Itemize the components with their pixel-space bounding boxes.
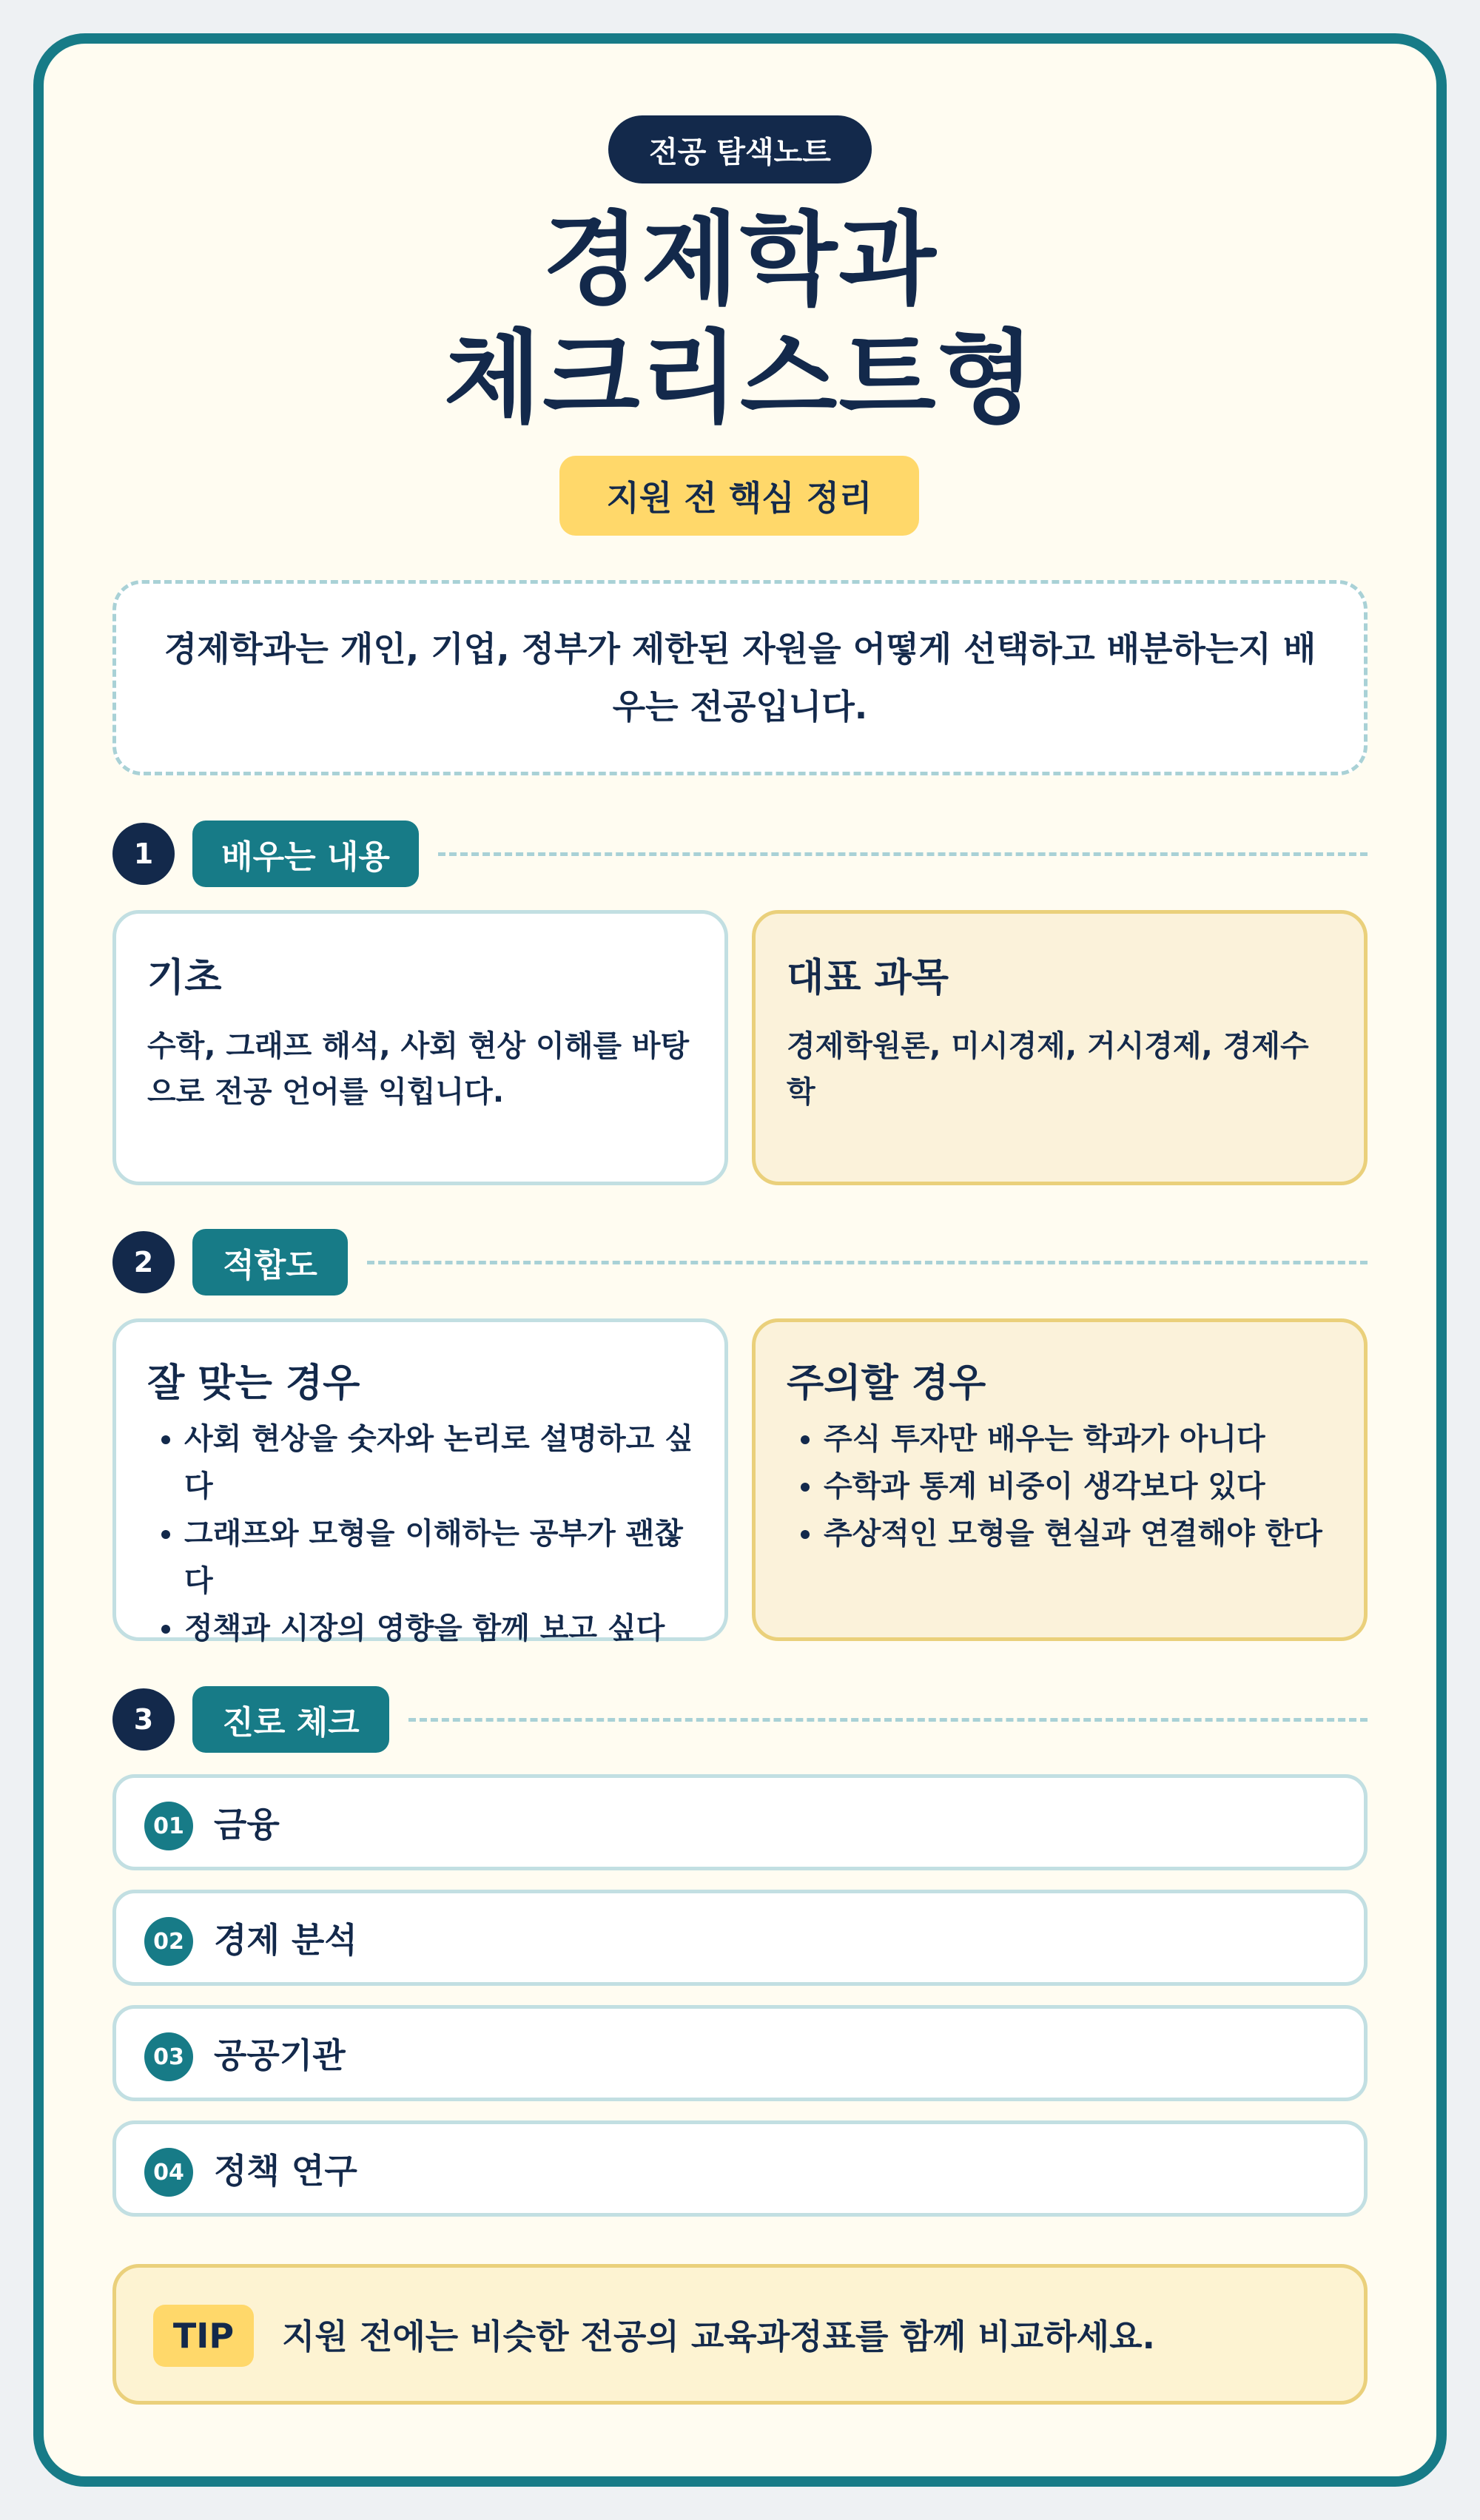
- courses-text: 경제학원론, 미시경제, 거시경제, 경제수학: [787, 1029, 1309, 1109]
- basics-card: [112, 910, 728, 1185]
- basics-text: 수학, 그래프 해석, 사회 현상 이해를 바탕으로 전공 언어를 익힙니다.: [147, 1029, 690, 1109]
- caution-list: [787, 1415, 1334, 1557]
- good-fit-card: [112, 1318, 728, 1645]
- career-item-public: [112, 2005, 1368, 2101]
- section-divider: [367, 1261, 1368, 1264]
- section-number-1: 1: [112, 823, 175, 885]
- career-item-policy: [112, 2120, 1368, 2217]
- intro-box: [112, 580, 1368, 775]
- intro-text: 경제학과는 개인, 기업, 정부가 제한된 자원을 어떻게 선택하고 배분하는지 배우는 전공입니다.: [164, 629, 1316, 727]
- page-title-line1: 경제학과: [542, 202, 938, 319]
- caution-card: [752, 1318, 1368, 1641]
- career-number: 04: [144, 2148, 193, 2197]
- career-number: 01: [144, 1802, 193, 1850]
- category-tag: 전공 탐색노트: [608, 115, 872, 183]
- career-number: 02: [144, 1917, 193, 1966]
- good-fit-list: [147, 1415, 695, 1652]
- list-item: • 정책과 시장의 영향을 함께 보고 싶다: [184, 1605, 695, 1652]
- section-divider: [438, 852, 1368, 856]
- good-fit-title: 잘 맞는 경우: [147, 1361, 360, 1406]
- section-label-career: 진로 체크: [192, 1686, 389, 1753]
- list-item: • 추상적인 모형을 현실과 연결해야 한다: [824, 1510, 1334, 1557]
- page-title-line2: 체크리스트형: [443, 320, 1037, 437]
- career-label: 정책 연구: [214, 2151, 357, 2191]
- career-number: 03: [144, 2032, 193, 2081]
- list-item: • 수학과 통계 비중이 생각보다 있다: [824, 1463, 1334, 1510]
- subtitle-badge: 지원 전 핵심 정리: [559, 456, 919, 536]
- section-number-2: 2: [112, 1231, 175, 1293]
- career-label: 금융: [214, 1805, 280, 1844]
- caution-title: 주의할 경우: [787, 1361, 986, 1406]
- career-label: 경제 분석: [214, 1920, 357, 1960]
- career-label: 공공기관: [214, 2035, 346, 2075]
- section-number-3: 3: [112, 1688, 175, 1751]
- career-item-analysis: [112, 1890, 1368, 1986]
- list-item: • 그래프와 모형을 이해하는 공부가 괜찮다: [184, 1510, 695, 1605]
- tip-badge: TIP: [153, 2305, 254, 2367]
- courses-title: 대표 과목: [787, 956, 949, 1000]
- tip-text: 지원 전에는 비슷한 전공의 교육과정표를 함께 비교하세요.: [282, 2317, 1156, 2356]
- list-item: • 주식 투자만 배우는 학과가 아니다: [824, 1415, 1334, 1463]
- basics-title: 기초: [147, 956, 222, 1000]
- tip-box: [112, 2264, 1368, 2405]
- section-label-fit: 적합도: [192, 1229, 348, 1296]
- section-divider: [408, 1718, 1368, 1722]
- section-label-learn: 배우는 내용: [192, 821, 419, 887]
- list-item: • 사회 현상을 숫자와 논리로 설명하고 싶다: [184, 1415, 695, 1510]
- career-item-finance: [112, 1774, 1368, 1870]
- courses-card: [752, 910, 1368, 1185]
